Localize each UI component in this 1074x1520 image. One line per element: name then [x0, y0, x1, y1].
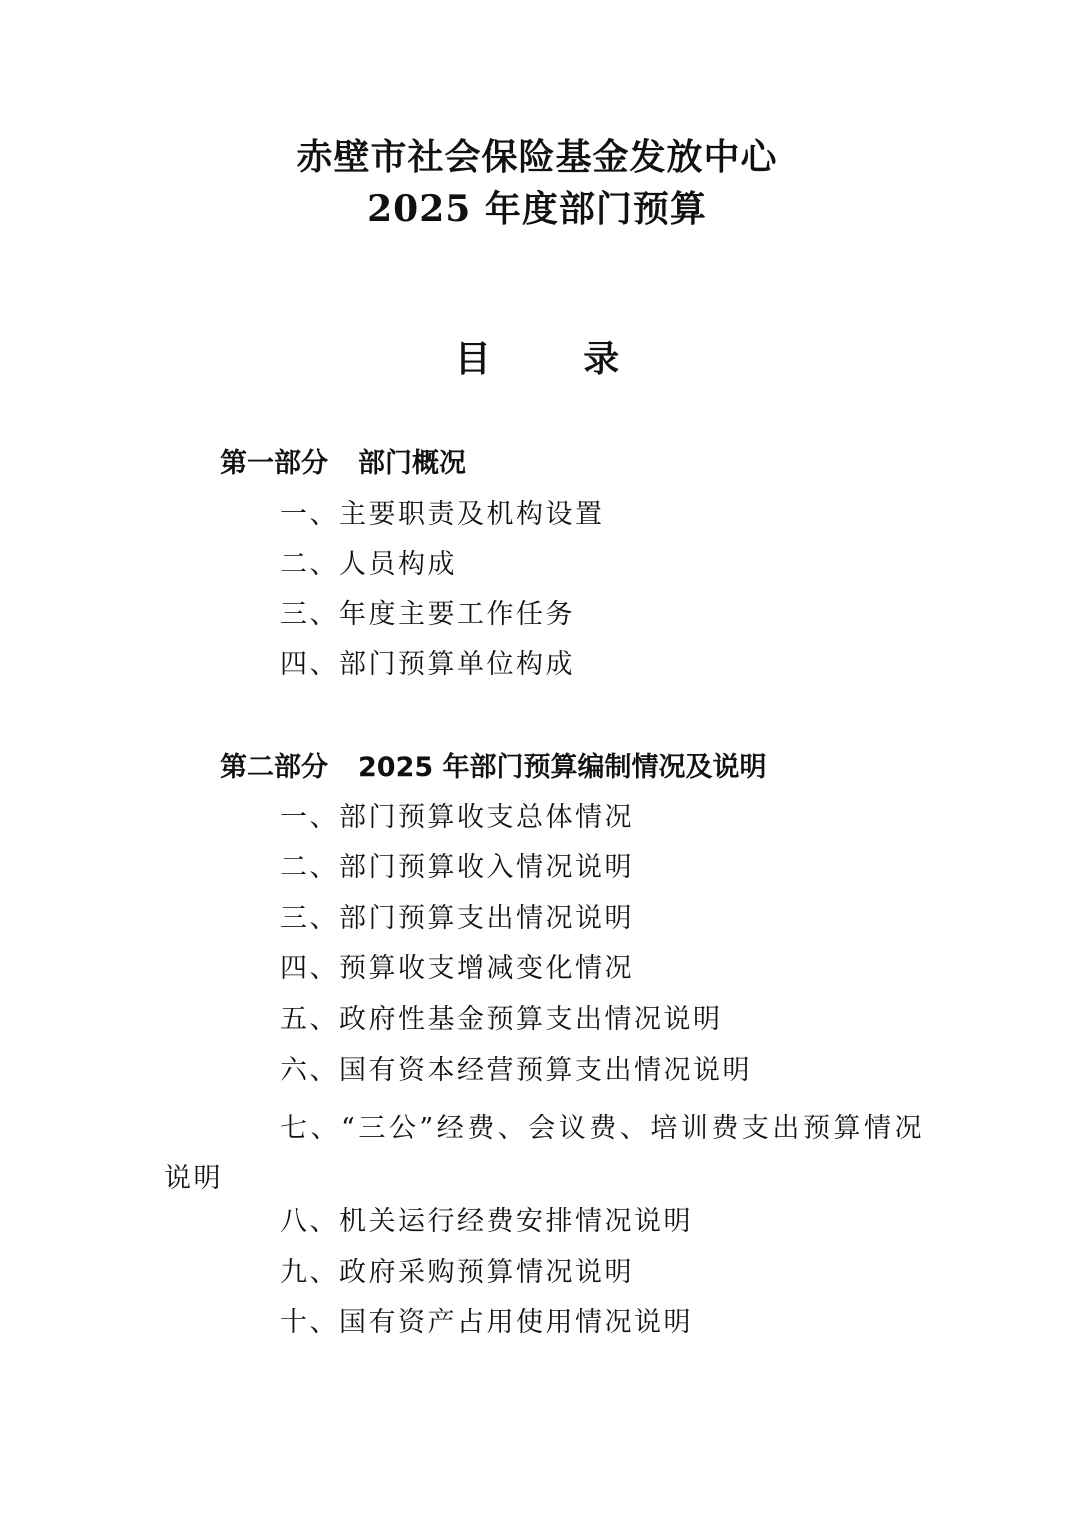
part-2-title: 2025 年部门预算编制情况及说明 — [358, 752, 767, 783]
toc-item: 十、国有资产占用使用情况说明 — [280, 1307, 693, 1338]
toc-item: 一、主要职责及机构设置 — [280, 499, 605, 530]
part-1-heading — [220, 446, 466, 482]
toc-item: 六、国有资本经营预算支出情况说明 — [280, 1055, 752, 1086]
toc-item: 五、政府性基金预算支出情况说明 — [280, 1004, 723, 1035]
toc-item: 四、部门预算单位构成 — [280, 649, 575, 680]
document-title: 赤壁市社会保险基金发放中心 — [296, 136, 778, 178]
toc-item: 八、机关运行经费安排情况说明 — [280, 1206, 693, 1237]
toc-item: 二、人员构成 — [280, 549, 457, 580]
toc-item: 二、部门预算收入情况说明 — [280, 852, 634, 883]
toc-item: 七、“三公”经费、会议费、培训费支出预算情况说明 — [164, 1113, 924, 1194]
part-1-title: 部门概况 — [358, 448, 466, 479]
part-2-number: 第二部分 — [220, 752, 328, 783]
toc-item: 九、政府采购预算情况说明 — [280, 1257, 634, 1288]
part-2-heading — [220, 750, 767, 786]
toc-item: 四、预算收支增减变化情况 — [280, 953, 634, 984]
toc-item: 三、年度主要工作任务 — [280, 599, 575, 630]
document-subtitle: 2025 年度部门预算 — [367, 188, 707, 230]
toc-heading: 目 录 — [454, 338, 660, 380]
toc-item: 一、部门预算收支总体情况 — [280, 802, 634, 833]
toc-item: 三、部门预算支出情况说明 — [280, 903, 634, 934]
part-1-number: 第一部分 — [220, 448, 328, 479]
